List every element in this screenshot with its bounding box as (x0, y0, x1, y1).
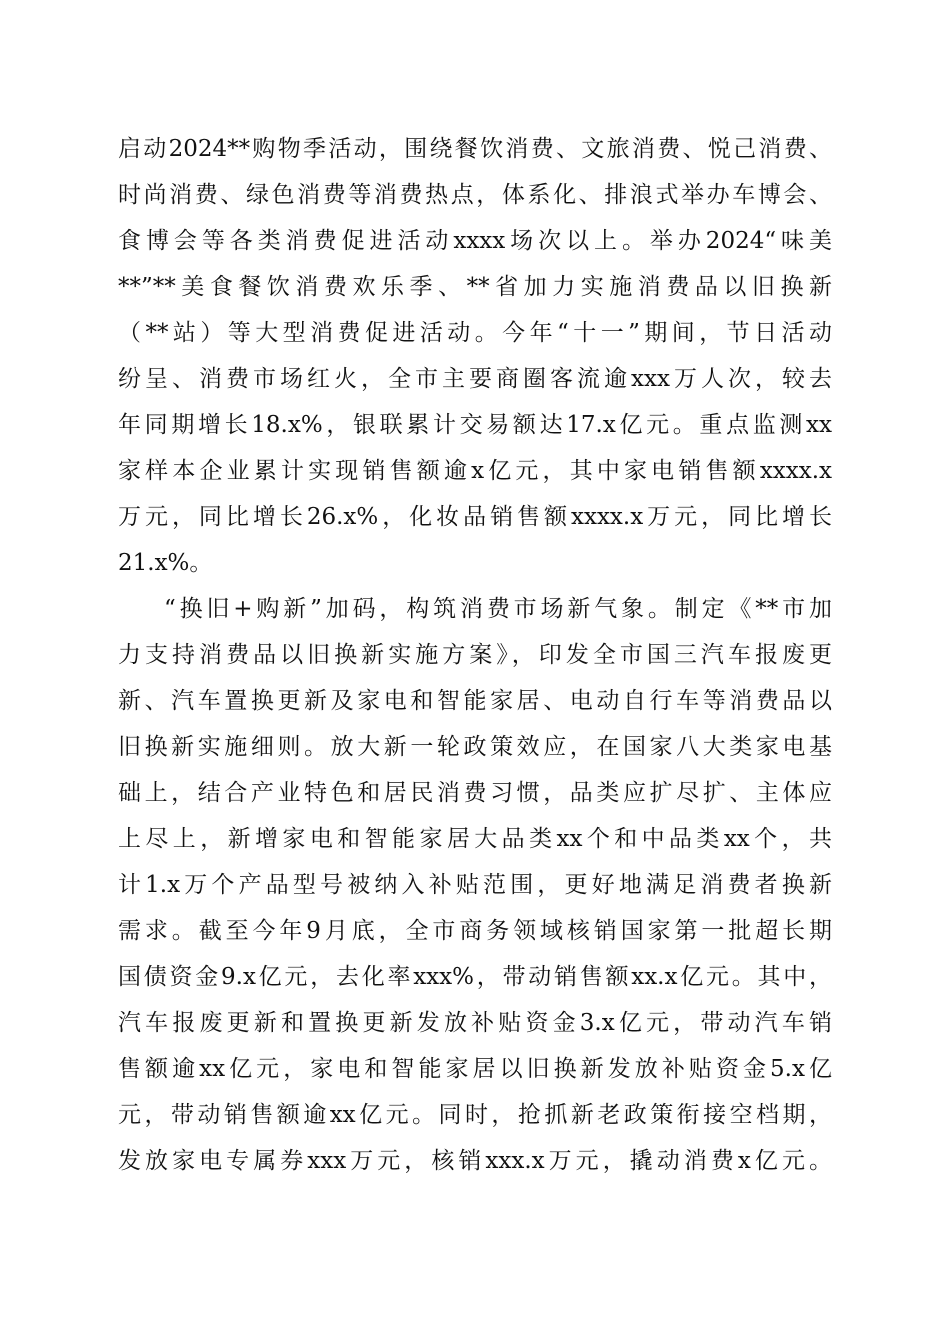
text-line: 国债资金9.x亿元，去化率xxx%，带动销售额xx.x亿元。其中， (118, 964, 832, 990)
text-line: 力支持消费品以旧换新实施方案》，印发全市国三汽车报废更 (118, 642, 832, 668)
text-line: 食博会等各类消费促进活动xxxx场次以上。举办2024“味美 (118, 228, 832, 254)
text-line: **”**美食餐饮消费欢乐季、**省加力实施消费品以旧换新 (118, 274, 832, 300)
paragraph-trade-in (118, 586, 832, 1184)
text-line: 时尚消费、绿色消费等消费热点，体系化、排浪式举办车博会、 (118, 182, 832, 208)
text-line: （**站）等大型消费促进活动。今年“十一”期间，节日活动 (118, 320, 832, 346)
text-line: 售额逾xx亿元，家电和智能家居以旧换新发放补贴资金5.x亿 (118, 1056, 832, 1082)
text-line: 计1.x万个产品型号被纳入补贴范围，更好地满足消费者换新 (118, 872, 832, 898)
text-line: 21.x%。 (118, 550, 213, 576)
text-line: 新、汽车置换更新及家电和智能家居、电动自行车等消费品以 (118, 688, 832, 714)
text-line: 发放家电专属券xxx万元，核销xxx.x万元，撬动消费x亿元。 (118, 1148, 832, 1174)
text-line: 纷呈、消费市场红火，全市主要商圈客流逾xxx万人次，较去 (118, 366, 832, 392)
paragraph-consumption-activities (118, 126, 832, 586)
text-line: 上尽上，新增家电和智能家居大品类xx个和中品类xx个，共 (118, 826, 832, 852)
text-line: 汽车报废更新和置换更新发放补贴资金3.x亿元，带动汽车销 (118, 1010, 832, 1036)
text-line: 旧换新实施细则。放大新一轮政策效应，在国家八大类家电基 (118, 734, 832, 760)
text-line: 础上，结合产业特色和居民消费习惯，品类应扩尽扩、主体应 (118, 780, 832, 806)
text-line: 家样本企业累计实现销售额逾x亿元，其中家电销售额xxxx.x (118, 458, 832, 484)
text-line: “换旧+购新”加码，构筑消费市场新气象。制定《**市加 (164, 596, 832, 622)
text-line: 年同期增长18.x%，银联累计交易额达17.x亿元。重点监测xx (118, 412, 832, 438)
text-line: 需求。截至今年9月底，全市商务领域核销国家第一批超长期 (118, 918, 832, 944)
document-body (118, 126, 832, 1184)
text-line: 万元，同比增长26.x%，化妆品销售额xxxx.x万元，同比增长 (118, 504, 832, 530)
text-line: 启动2024**购物季活动，围绕餐饮消费、文旅消费、悦己消费、 (118, 136, 832, 162)
text-line: 元，带动销售额逾xx亿元。同时，抢抓新老政策衔接空档期， (118, 1102, 832, 1128)
